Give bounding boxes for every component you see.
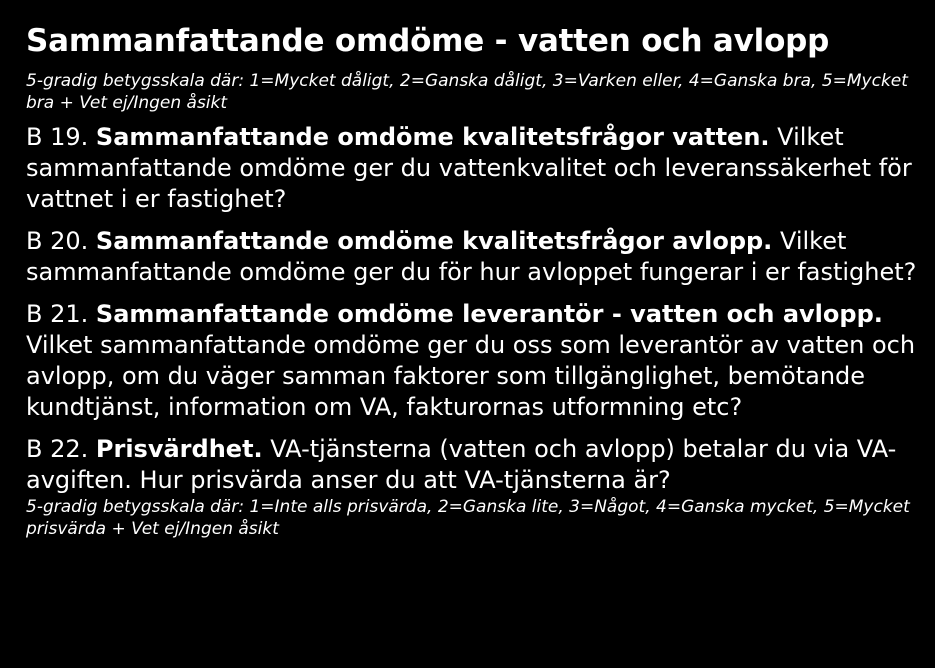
- rating-scale-note: 5-gradig betygsskala där: 1=Mycket dåligt, 2=Ganska dåligt, 3=Varken eller, 4=Ganska bra, 5=Mycket bra + Vet ej/Ingen åsikt: [26, 71, 908, 113]
- question-number: B 19.: [26, 123, 89, 151]
- slide-content: [26, 18, 926, 551]
- question-b21: [26, 299, 926, 423]
- price-scale-note: 5-gradig betygsskala där: 1=Inte alls prisvärda, 2=Ganska lite, 3=Något, 4=Ganska mycket, 5=Mycket prisvärda + Vet ej/Ingen åsikt: [26, 497, 910, 539]
- question-heading: Sammanfattande omdöme leverantör - vatten och avlopp.: [95, 300, 883, 328]
- question-b22: [26, 434, 926, 540]
- question-heading: Sammanfattande omdöme kvalitetsfrågor avlopp.: [95, 227, 773, 255]
- question-b20: [26, 226, 926, 288]
- question-b19: [26, 122, 926, 215]
- question-number: B 22.: [26, 435, 89, 463]
- question-heading: Sammanfattande omdöme kvalitetsfrågor vatten.: [95, 123, 770, 151]
- question-text: Vilket sammanfattande omdöme ger du för hur avloppet fungerar i er fastighet?: [26, 227, 917, 286]
- question-text: Vilket sammanfattande omdöme ger du vattenkvalitet och leveranssäkerhet för vattnet i er fastighet?: [26, 123, 912, 213]
- question-text: Vilket sammanfattande omdöme ger du oss som leverantör av vatten och avlopp, om du väger samman faktorer som tillgänglighet, bemötande kundtjänst, information om VA, fakturornas utformning etc?: [26, 331, 916, 421]
- question-number: B 20.: [26, 227, 89, 255]
- question-heading: Prisvärdhet.: [95, 435, 263, 463]
- question-text: VA-tjänsterna (vatten och avlopp) betalar du via VA-avgiften. Hur prisvärda anser du att VA-tjänsterna är?: [26, 435, 897, 494]
- slide-title: Sammanfattande omdöme - vatten och avlopp: [26, 23, 830, 59]
- question-number: B 21.: [26, 300, 89, 328]
